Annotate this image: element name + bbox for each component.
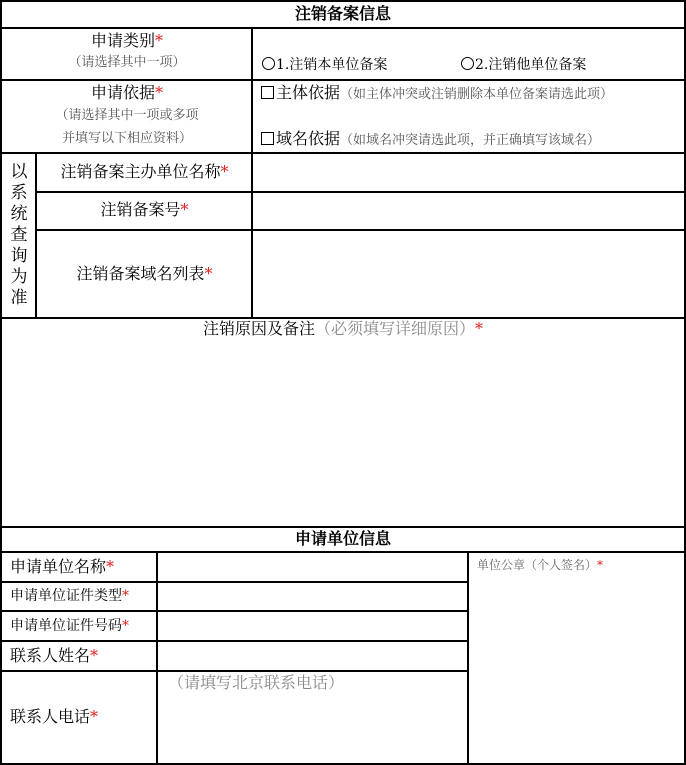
application-basis-label: 申请依据* [90, 83, 163, 102]
contact-phone-label: 联系人电话* [10, 707, 99, 726]
cert-number-field[interactable] [158, 612, 467, 640]
sponsor-name-field[interactable] [254, 154, 684, 191]
domain-list-label: 注销备案域名列表* [76, 264, 213, 283]
contact-name-label: 联系人姓名* [10, 646, 99, 665]
checkbox-icon[interactable] [261, 86, 274, 99]
unit-seal-area[interactable] [469, 576, 684, 763]
application-basis-hint-1: （请选择其中一项或多项 [55, 108, 199, 123]
contact-phone-hint: （请填写北京联系电话） [168, 673, 345, 692]
application-category-hint: （请选择其中一项） [68, 55, 186, 70]
unit-seal-label: 单位公章（个人签名）* [477, 558, 604, 572]
option-cancel-own-unit[interactable]: 1.注销本单位备案 [262, 57, 387, 72]
domain-list-field[interactable] [254, 231, 684, 317]
record-number-field[interactable] [254, 193, 684, 229]
cert-type-label: 申请单位证件类型* [10, 588, 129, 604]
contact-name-field[interactable] [158, 642, 467, 670]
radio-circle-icon[interactable] [461, 57, 474, 70]
cert-type-field[interactable] [158, 583, 467, 610]
cert-number-label: 申请单位证件号码* [10, 618, 129, 634]
section-title-cancel-info: 注销备案信息 [294, 4, 391, 23]
checkbox-icon[interactable] [261, 132, 274, 145]
cancel-reason-label: 注销原因及备注（必须填写详细原因）* [202, 319, 484, 338]
record-number-label: 注销备案号* [100, 200, 189, 219]
option-cancel-other-unit[interactable]: 2.注销他单位备案 [461, 57, 586, 72]
radio-circle-icon[interactable] [262, 57, 275, 70]
system-query-side-label: 以 系 统 查 询 为 准 [10, 161, 28, 308]
application-category-label: 申请类别* [90, 31, 163, 50]
sponsor-name-label: 注销备案主办单位名称* [60, 162, 229, 181]
contact-phone-field[interactable] [158, 672, 467, 763]
cancel-reason-field[interactable] [2, 342, 684, 526]
checkbox-domain-basis[interactable]: 域名依据（如域名冲突请选此项，并正确填写该域名） [261, 131, 600, 147]
application-basis-hint-2: 并填写以下相应资料） [61, 131, 192, 146]
checkbox-subject-basis[interactable]: 主体依据（如主体冲突或注销删除本单位备案请选此项） [261, 85, 613, 101]
unit-name-label: 申请单位名称* [10, 557, 115, 576]
section-title-applicant-info: 申请单位信息 [294, 529, 391, 548]
unit-name-field[interactable] [158, 553, 467, 581]
